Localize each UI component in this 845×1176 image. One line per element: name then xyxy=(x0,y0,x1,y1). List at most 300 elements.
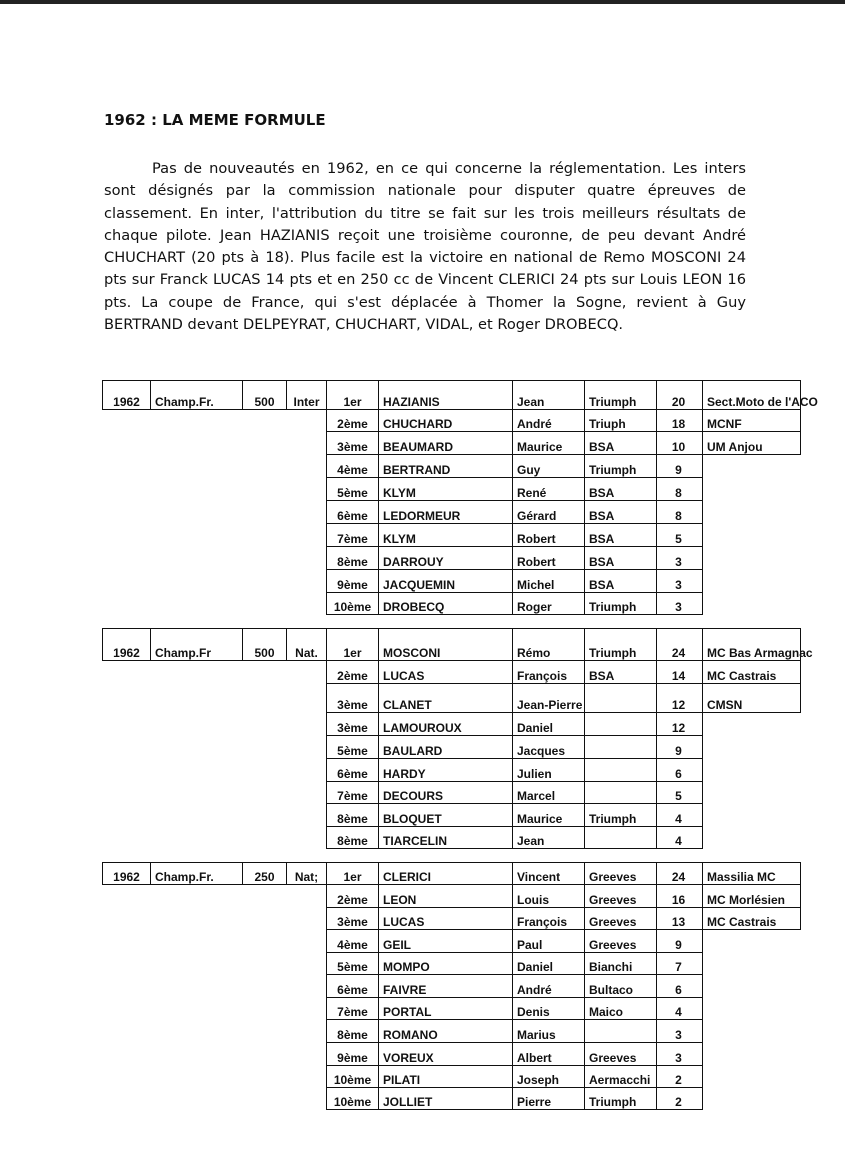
cc-cell xyxy=(243,736,287,759)
table-row xyxy=(103,478,801,501)
year-cell xyxy=(103,782,151,804)
make-cell: BSA xyxy=(585,524,657,547)
rider-firstname-cell: Gérard xyxy=(513,501,585,524)
club-cell xyxy=(703,804,801,827)
position-cell: 5ème xyxy=(327,736,379,759)
rider-firstname-cell: Vincent xyxy=(513,863,585,885)
championship-cell xyxy=(151,501,243,524)
table-row xyxy=(103,661,801,684)
club-cell: Sect.Moto de l'ACO xyxy=(703,381,801,410)
rider-firstname-cell: Maurice xyxy=(513,804,585,827)
rider-name-cell: KLYM xyxy=(379,478,513,501)
make-cell xyxy=(585,1020,657,1043)
rider-name-cell: LUCAS xyxy=(379,661,513,684)
cc-cell xyxy=(243,930,287,953)
table-row xyxy=(103,432,801,455)
championship-cell xyxy=(151,804,243,827)
year-cell xyxy=(103,1066,151,1088)
club-cell: MC Castrais xyxy=(703,661,801,684)
position-cell: 3ème xyxy=(327,432,379,455)
points-cell: 20 xyxy=(657,381,703,410)
position-cell: 2ème xyxy=(327,661,379,684)
points-cell: 3 xyxy=(657,593,703,615)
year-cell xyxy=(103,455,151,478)
make-cell: BSA xyxy=(585,661,657,684)
category-cell xyxy=(287,661,327,684)
rider-firstname-cell: Jean xyxy=(513,827,585,849)
club-cell: MC Morlésien xyxy=(703,885,801,908)
points-cell: 24 xyxy=(657,629,703,661)
club-cell xyxy=(703,1020,801,1043)
category-cell xyxy=(287,1020,327,1043)
club-cell xyxy=(703,593,801,615)
club-cell xyxy=(703,501,801,524)
make-cell: Triumph xyxy=(585,1088,657,1110)
category-cell: Nat. xyxy=(287,629,327,661)
rider-name-cell: PORTAL xyxy=(379,998,513,1020)
club-cell: CMSN xyxy=(703,684,801,713)
year-cell xyxy=(103,1088,151,1110)
table-row xyxy=(103,1088,801,1110)
category-cell xyxy=(287,804,327,827)
position-cell: 4ème xyxy=(327,455,379,478)
category-cell xyxy=(287,570,327,593)
make-cell: Triumph xyxy=(585,629,657,661)
rider-firstname-cell: Denis xyxy=(513,998,585,1020)
championship-cell xyxy=(151,1066,243,1088)
position-cell: 10ème xyxy=(327,1066,379,1088)
championship-cell xyxy=(151,782,243,804)
points-cell: 24 xyxy=(657,863,703,885)
rider-name-cell: JOLLIET xyxy=(379,1088,513,1110)
category-cell xyxy=(287,975,327,998)
cc-cell xyxy=(243,1066,287,1088)
club-cell xyxy=(703,736,801,759)
points-cell: 2 xyxy=(657,1066,703,1088)
year-cell xyxy=(103,998,151,1020)
make-cell: BSA xyxy=(585,570,657,593)
club-cell xyxy=(703,782,801,804)
cc-cell xyxy=(243,501,287,524)
table-row xyxy=(103,863,801,885)
cc-cell xyxy=(243,432,287,455)
club-cell xyxy=(703,1088,801,1110)
category-cell xyxy=(287,908,327,930)
points-cell: 2 xyxy=(657,1088,703,1110)
category-cell xyxy=(287,432,327,455)
year-cell xyxy=(103,432,151,455)
position-cell: 8ème xyxy=(327,804,379,827)
championship-cell xyxy=(151,953,243,975)
championship-cell xyxy=(151,908,243,930)
cc-cell xyxy=(243,684,287,713)
rider-name-cell: TIARCELIN xyxy=(379,827,513,849)
club-cell: MCNF xyxy=(703,410,801,432)
make-cell: BSA xyxy=(585,478,657,501)
table-row xyxy=(103,570,801,593)
year-cell xyxy=(103,975,151,998)
cc-cell: 500 xyxy=(243,381,287,410)
table-row xyxy=(103,930,801,953)
cc-cell xyxy=(243,759,287,782)
points-cell: 3 xyxy=(657,547,703,570)
championship-cell xyxy=(151,975,243,998)
championship-cell xyxy=(151,684,243,713)
club-cell xyxy=(703,455,801,478)
make-cell: Aermacchi xyxy=(585,1066,657,1088)
cc-cell xyxy=(243,524,287,547)
table-row xyxy=(103,410,801,432)
make-cell: Greeves xyxy=(585,863,657,885)
year-cell xyxy=(103,524,151,547)
position-cell: 10ème xyxy=(327,593,379,615)
championship-cell xyxy=(151,1043,243,1066)
rider-firstname-cell: Michel xyxy=(513,570,585,593)
category-cell xyxy=(287,524,327,547)
table-row xyxy=(103,455,801,478)
championship-cell: Champ.Fr xyxy=(151,629,243,661)
table-row xyxy=(103,684,801,713)
rider-name-cell: PILATI xyxy=(379,1066,513,1088)
cc-cell xyxy=(243,998,287,1020)
table-row xyxy=(103,381,801,410)
club-cell xyxy=(703,1066,801,1088)
rider-name-cell: BEAUMARD xyxy=(379,432,513,455)
rider-name-cell: BERTRAND xyxy=(379,455,513,478)
points-cell: 14 xyxy=(657,661,703,684)
year-cell xyxy=(103,908,151,930)
rider-name-cell: HAZIANIS xyxy=(379,381,513,410)
category-cell xyxy=(287,736,327,759)
make-cell: Triumph xyxy=(585,381,657,410)
position-cell: 4ème xyxy=(327,930,379,953)
table-row xyxy=(103,827,801,849)
rider-firstname-cell: Paul xyxy=(513,930,585,953)
position-cell: 7ème xyxy=(327,998,379,1020)
rider-name-cell: DARROUY xyxy=(379,547,513,570)
championship-cell xyxy=(151,455,243,478)
club-cell xyxy=(703,759,801,782)
position-cell: 7ème xyxy=(327,524,379,547)
table-row xyxy=(103,1066,801,1088)
club-cell xyxy=(703,998,801,1020)
points-cell: 8 xyxy=(657,478,703,501)
rider-name-cell: CLERICI xyxy=(379,863,513,885)
cc-cell: 500 xyxy=(243,629,287,661)
table-row xyxy=(103,998,801,1020)
year-cell xyxy=(103,930,151,953)
club-cell xyxy=(703,547,801,570)
points-cell: 3 xyxy=(657,1043,703,1066)
position-cell: 8ème xyxy=(327,1020,379,1043)
club-cell xyxy=(703,570,801,593)
points-cell: 12 xyxy=(657,713,703,736)
points-cell: 4 xyxy=(657,998,703,1020)
rider-name-cell: BAULARD xyxy=(379,736,513,759)
table-row xyxy=(103,736,801,759)
points-cell: 16 xyxy=(657,885,703,908)
results-table xyxy=(102,628,813,849)
make-cell xyxy=(585,713,657,736)
intro-paragraph xyxy=(104,158,746,336)
year-cell xyxy=(103,684,151,713)
club-cell xyxy=(703,953,801,975)
position-cell: 9ème xyxy=(327,1043,379,1066)
year-cell xyxy=(103,547,151,570)
cc-cell xyxy=(243,1043,287,1066)
position-cell: 1er xyxy=(327,381,379,410)
rider-firstname-cell: Jean-Pierre xyxy=(513,684,585,713)
championship-cell xyxy=(151,410,243,432)
cc-cell xyxy=(243,804,287,827)
rider-name-cell: ROMANO xyxy=(379,1020,513,1043)
rider-firstname-cell: François xyxy=(513,908,585,930)
position-cell: 6ème xyxy=(327,975,379,998)
championship-cell xyxy=(151,930,243,953)
championship-cell xyxy=(151,827,243,849)
year-cell xyxy=(103,1020,151,1043)
rider-firstname-cell: Marcel xyxy=(513,782,585,804)
rider-name-cell: DECOURS xyxy=(379,782,513,804)
championship-cell xyxy=(151,736,243,759)
table-row xyxy=(103,593,801,615)
rider-firstname-cell: Maurice xyxy=(513,432,585,455)
cc-cell xyxy=(243,1020,287,1043)
year-cell xyxy=(103,885,151,908)
category-cell xyxy=(287,1043,327,1066)
table-row xyxy=(103,1043,801,1066)
rider-name-cell: VOREUX xyxy=(379,1043,513,1066)
points-cell: 5 xyxy=(657,524,703,547)
category-cell xyxy=(287,998,327,1020)
points-cell: 4 xyxy=(657,827,703,849)
rider-firstname-cell: Joseph xyxy=(513,1066,585,1088)
club-cell: MC Bas Armagnac xyxy=(703,629,801,661)
rider-firstname-cell: Albert xyxy=(513,1043,585,1066)
championship-cell xyxy=(151,524,243,547)
championship-cell xyxy=(151,570,243,593)
rider-firstname-cell: Daniel xyxy=(513,713,585,736)
points-cell: 8 xyxy=(657,501,703,524)
position-cell: 3ème xyxy=(327,684,379,713)
points-cell: 6 xyxy=(657,759,703,782)
position-cell: 1er xyxy=(327,629,379,661)
rider-firstname-cell: Pierre xyxy=(513,1088,585,1110)
position-cell: 8ème xyxy=(327,827,379,849)
make-cell: Maico xyxy=(585,998,657,1020)
table-row xyxy=(103,885,801,908)
rider-firstname-cell: Julien xyxy=(513,759,585,782)
cc-cell xyxy=(243,713,287,736)
position-cell: 6ème xyxy=(327,759,379,782)
position-cell: 1er xyxy=(327,863,379,885)
rider-firstname-cell: Robert xyxy=(513,524,585,547)
table-row xyxy=(103,953,801,975)
rider-firstname-cell: André xyxy=(513,975,585,998)
club-cell xyxy=(703,1043,801,1066)
category-cell xyxy=(287,885,327,908)
club-cell: UM Anjou xyxy=(703,432,801,455)
position-cell: 5ème xyxy=(327,953,379,975)
championship-cell xyxy=(151,713,243,736)
category-cell xyxy=(287,455,327,478)
make-cell: Greeves xyxy=(585,930,657,953)
cc-cell xyxy=(243,908,287,930)
year-cell xyxy=(103,713,151,736)
points-cell: 3 xyxy=(657,570,703,593)
category-cell xyxy=(287,930,327,953)
cc-cell xyxy=(243,478,287,501)
position-cell: 7ème xyxy=(327,782,379,804)
table-row xyxy=(103,759,801,782)
championship-cell xyxy=(151,998,243,1020)
table-row xyxy=(103,629,801,661)
category-cell xyxy=(287,953,327,975)
rider-name-cell: LUCAS xyxy=(379,908,513,930)
championship-cell xyxy=(151,885,243,908)
position-cell: 2ème xyxy=(327,410,379,432)
make-cell: Triuph xyxy=(585,410,657,432)
rider-name-cell: LEDORMEUR xyxy=(379,501,513,524)
category-cell xyxy=(287,478,327,501)
club-cell xyxy=(703,478,801,501)
points-cell: 6 xyxy=(657,975,703,998)
points-cell: 4 xyxy=(657,804,703,827)
table-row xyxy=(103,782,801,804)
position-cell: 3ème xyxy=(327,908,379,930)
year-cell xyxy=(103,953,151,975)
rider-firstname-cell: Jacques xyxy=(513,736,585,759)
year-cell xyxy=(103,478,151,501)
cc-cell xyxy=(243,410,287,432)
club-cell: Massilia MC xyxy=(703,863,801,885)
championship-cell xyxy=(151,593,243,615)
championship-cell: Champ.Fr. xyxy=(151,863,243,885)
position-cell: 5ème xyxy=(327,478,379,501)
make-cell: Bultaco xyxy=(585,975,657,998)
cc-cell xyxy=(243,547,287,570)
points-cell: 5 xyxy=(657,782,703,804)
make-cell: Greeves xyxy=(585,885,657,908)
make-cell: Triumph xyxy=(585,593,657,615)
cc-cell xyxy=(243,827,287,849)
make-cell: Triumph xyxy=(585,804,657,827)
category-cell xyxy=(287,782,327,804)
rider-firstname-cell: Marius xyxy=(513,1020,585,1043)
cc-cell xyxy=(243,953,287,975)
category-cell: Inter xyxy=(287,381,327,410)
table-row xyxy=(103,501,801,524)
cc-cell xyxy=(243,593,287,615)
position-cell: 2ème xyxy=(327,885,379,908)
table-row xyxy=(103,975,801,998)
rider-firstname-cell: René xyxy=(513,478,585,501)
year-cell: 1962 xyxy=(103,863,151,885)
rider-name-cell: GEIL xyxy=(379,930,513,953)
club-cell xyxy=(703,975,801,998)
category-cell xyxy=(287,827,327,849)
rider-name-cell: DROBECQ xyxy=(379,593,513,615)
cc-cell xyxy=(243,782,287,804)
points-cell: 13 xyxy=(657,908,703,930)
points-cell: 9 xyxy=(657,455,703,478)
championship-cell: Champ.Fr. xyxy=(151,381,243,410)
championship-cell xyxy=(151,1020,243,1043)
position-cell: 3ème xyxy=(327,713,379,736)
championship-cell xyxy=(151,547,243,570)
category-cell xyxy=(287,684,327,713)
rider-name-cell: LEON xyxy=(379,885,513,908)
year-cell xyxy=(103,570,151,593)
make-cell xyxy=(585,684,657,713)
category-cell xyxy=(287,410,327,432)
category-cell xyxy=(287,501,327,524)
results-table xyxy=(102,380,818,615)
points-cell: 9 xyxy=(657,736,703,759)
points-cell: 7 xyxy=(657,953,703,975)
rider-firstname-cell: Roger xyxy=(513,593,585,615)
championship-cell xyxy=(151,1088,243,1110)
cc-cell xyxy=(243,455,287,478)
championship-cell xyxy=(151,478,243,501)
make-cell xyxy=(585,759,657,782)
table-row xyxy=(103,908,801,930)
page-title: 1962 : LA MEME FORMULE xyxy=(104,111,326,129)
make-cell: Greeves xyxy=(585,908,657,930)
rider-name-cell: KLYM xyxy=(379,524,513,547)
rider-firstname-cell: Robert xyxy=(513,547,585,570)
category-cell: Nat; xyxy=(287,863,327,885)
points-cell: 9 xyxy=(657,930,703,953)
year-cell xyxy=(103,1043,151,1066)
cc-cell xyxy=(243,661,287,684)
intro-text: Pas de nouveautés en 1962, en ce qui concerne la réglementation. Les inters sont désignés par la commission nationale pour disputer quatre épreuves de classement. En inter, l'attribution du titre se fait sur les trois meilleurs résultats de chaque pilote. Jean HAZIANIS reçoit une troisième couronne, de peu devant André CHUCHART (20 pts à 18). Plus facile est la victoire en national de Remo MOSCONI 24 pts sur Franck LUCAS 14 pts et en 250 cc de Vincent CLERICI 24 pts sur Louis LEON 16 pts. La coupe de France, qui s'est déplacée à Thomer la Sogne, revient à Guy BERTRAND devant DELPEYRAT, CHUCHART, VIDAL, et Roger DROBECQ. xyxy=(104,160,746,334)
club-cell xyxy=(703,713,801,736)
club-cell xyxy=(703,827,801,849)
cc-cell: 250 xyxy=(243,863,287,885)
position-cell: 10ème xyxy=(327,1088,379,1110)
table-row xyxy=(103,713,801,736)
category-cell xyxy=(287,593,327,615)
table-row xyxy=(103,547,801,570)
rider-name-cell: LAMOUROUX xyxy=(379,713,513,736)
top-rule xyxy=(0,0,845,4)
rider-firstname-cell: Rémo xyxy=(513,629,585,661)
rider-name-cell: CLANET xyxy=(379,684,513,713)
year-cell xyxy=(103,593,151,615)
year-cell: 1962 xyxy=(103,629,151,661)
make-cell: BSA xyxy=(585,432,657,455)
year-cell xyxy=(103,804,151,827)
year-cell xyxy=(103,827,151,849)
year-cell xyxy=(103,501,151,524)
table-row xyxy=(103,1020,801,1043)
results-table xyxy=(102,862,801,1110)
year-cell: 1962 xyxy=(103,381,151,410)
club-cell: MC Castrais xyxy=(703,908,801,930)
year-cell xyxy=(103,759,151,782)
rider-firstname-cell: Jean xyxy=(513,381,585,410)
category-cell xyxy=(287,1088,327,1110)
make-cell: BSA xyxy=(585,547,657,570)
cc-cell xyxy=(243,570,287,593)
points-cell: 12 xyxy=(657,684,703,713)
points-cell: 3 xyxy=(657,1020,703,1043)
club-cell xyxy=(703,930,801,953)
rider-firstname-cell: André xyxy=(513,410,585,432)
rider-name-cell: HARDY xyxy=(379,759,513,782)
championship-cell xyxy=(151,432,243,455)
